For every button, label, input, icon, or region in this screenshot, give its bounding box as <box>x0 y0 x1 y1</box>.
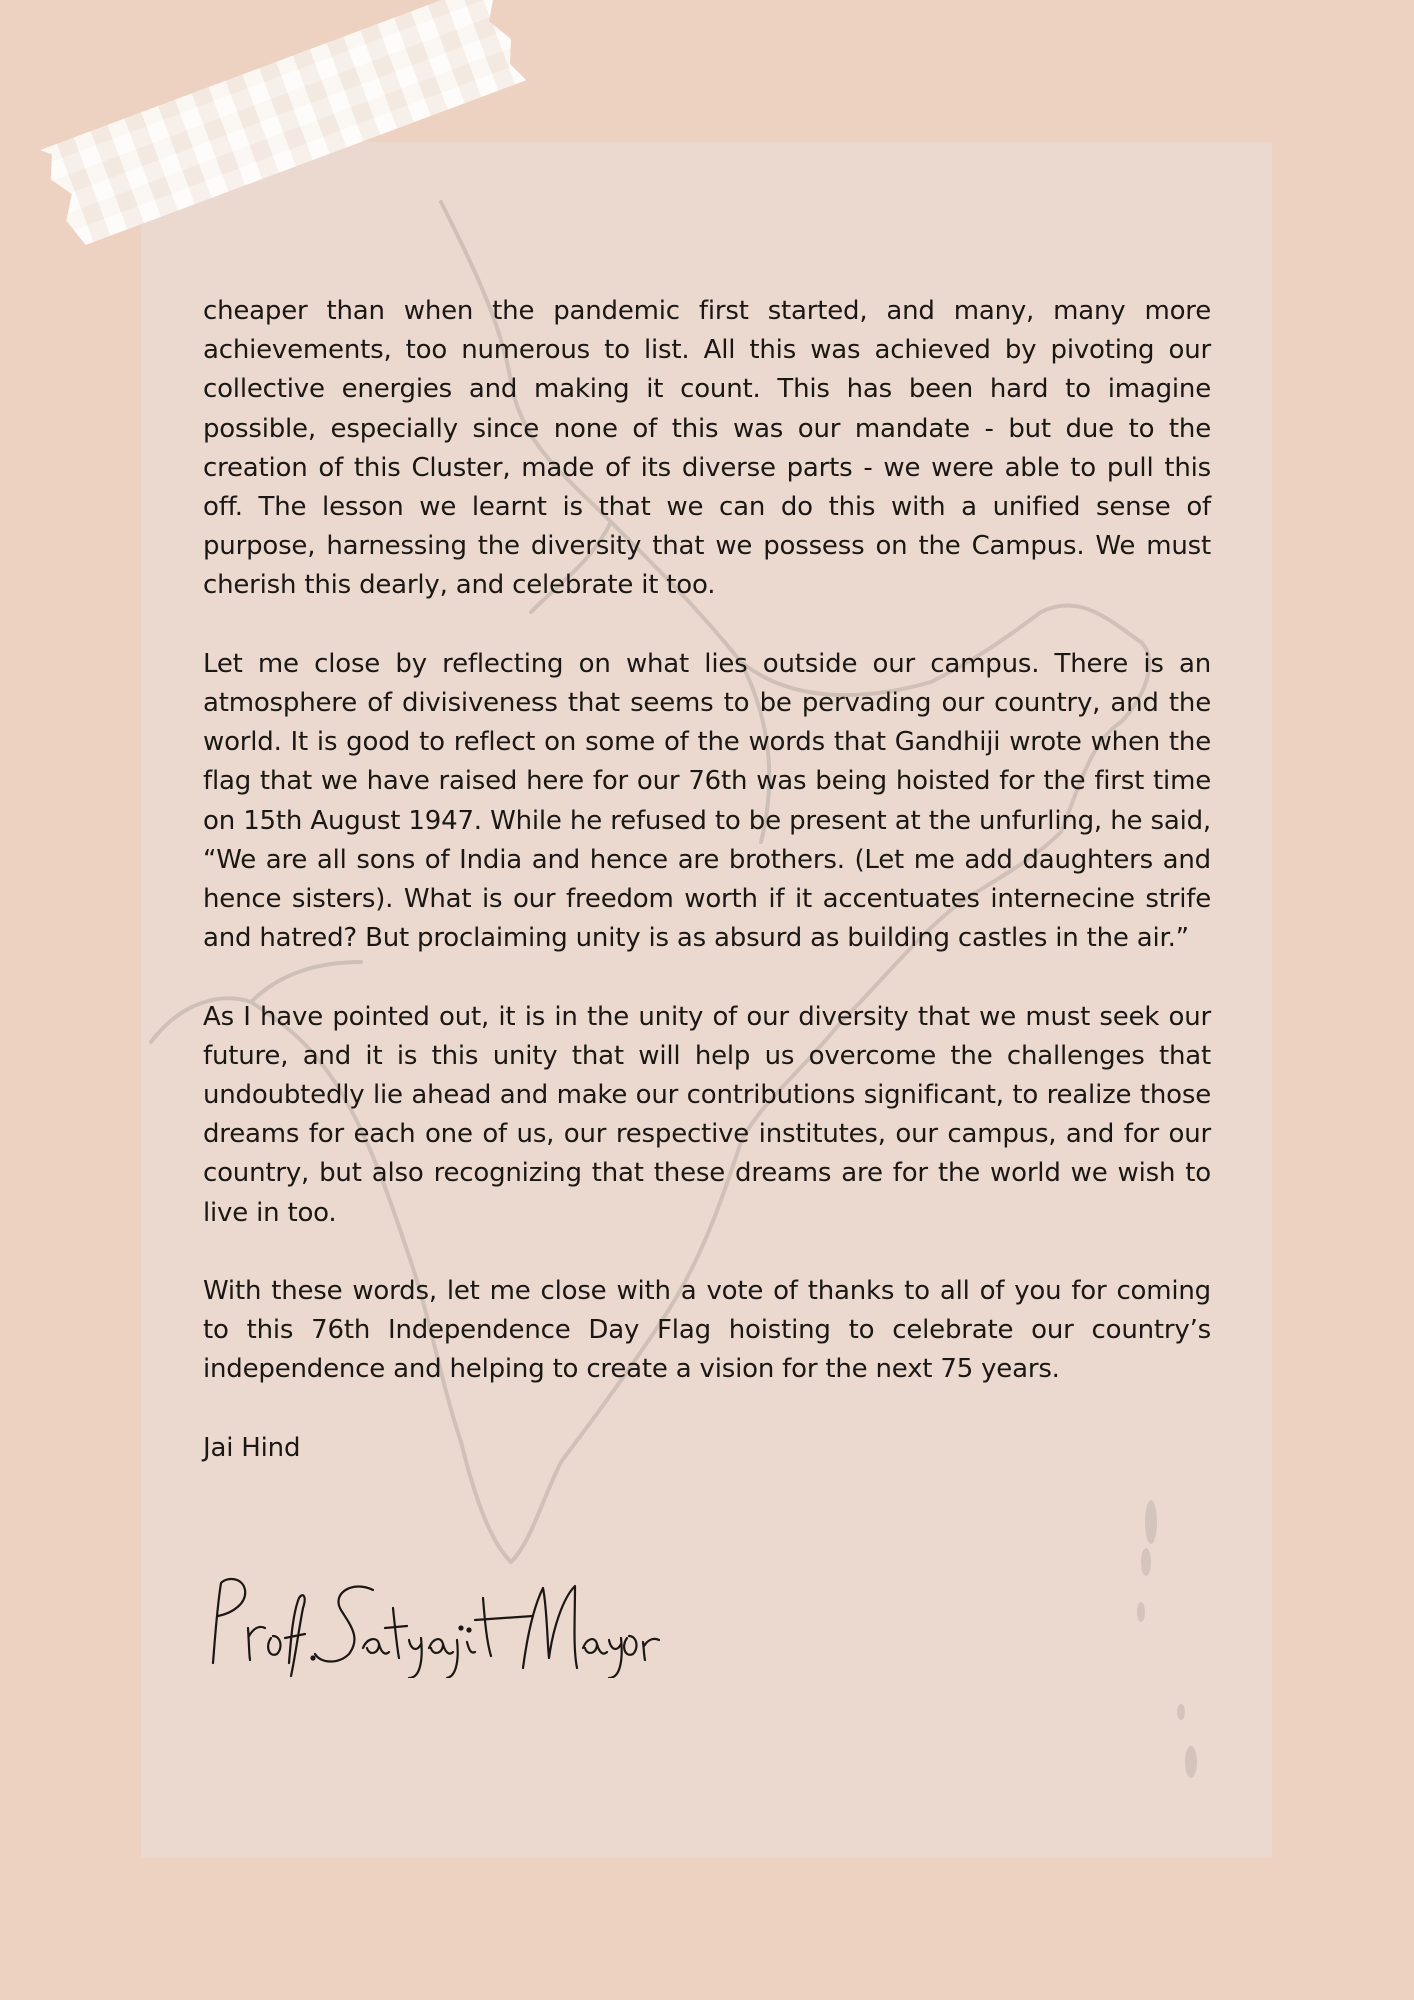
paragraph-2: Let me close by reflecting on what lies outside our campus. There is an atmosphere of divisiveness that seems to be pervading our country, and the world. It is good to reflect on some of the words that Gandhiji wrote when the flag that we have raised here for our 76th was being hoisted for the first time on 15th August 1947. While he refused to be present at the unfurling, he said, “We are all sons of India and hence are brothers. (Let me add daughters and hence sisters). What is our freedom worth if it accentuates internecine strife and hatred? But proclaiming unity is as absurd as building castles in the air.” <box>203 648 1211 954</box>
paragraph-4: With these words, let me close with a vote of thanks to all of you for coming to this 76th Independence Day Flag hoisting to celebrate our country’s independence and helping to create a vision for the next 75 years. <box>203 1276 1211 1385</box>
letter-body <box>203 292 1211 1468</box>
paragraph-1: cheaper than when the pandemic first started, and many, many more achievements, too numerous to list. All this was achieved by pivoting our collective energies and making it count. This has been hard to imagine possible, especially since none of this was our mandate - but due to the creation of this Cluster, made of its diverse parts - we were able to pull this off. The lesson we learnt is that we can do this with a unified sense of purpose, harnessing the diversity that we possess on the Campus. We must cherish this dearly, and celebrate it too. <box>203 296 1211 601</box>
closing-text: Jai Hind <box>203 1432 301 1463</box>
signature <box>203 1568 663 1678</box>
paragraph-3: As I have pointed out, it is in the unity of our diversity that we must seek our future, and it is this unity that will help us overcome the challenges that undoubtedly lie ahead and make our contributions significant, to realize those dreams for each one of us, our respective institutes, our campus, and for our country, but also recognizing that these dreams are for the world we wish to live in too. <box>203 1001 1211 1228</box>
